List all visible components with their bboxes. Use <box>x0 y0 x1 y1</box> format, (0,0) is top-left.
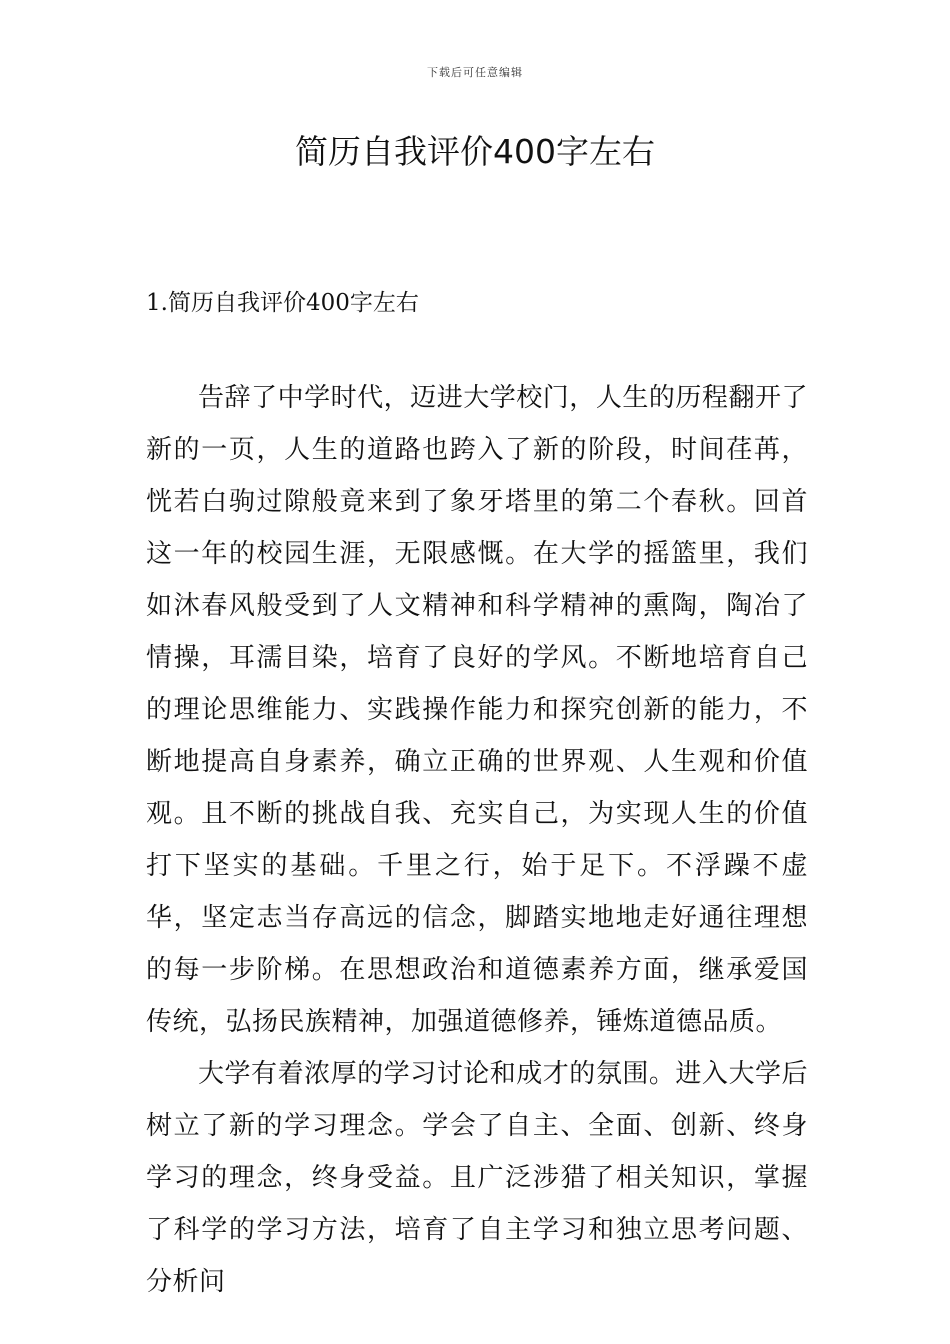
paragraph-2: 大学有着浓厚的学习讨论和成才的氛围。进入大学后树立了新的学习理念。学会了自主、全面、创新、终身学习的理念，终身受益。且广泛涉猎了相关知识，掌握了科学的学习方法，培育了自主学习和独立思考问题、分析问 <box>146 1059 808 1297</box>
section-heading: 1.简历自我评价400字左右 <box>146 290 419 316</box>
header-note: 下载后可任意编辑 <box>427 66 523 79</box>
document-title: 简历自我评价400字左右 <box>295 132 655 171</box>
paragraph-1: 告辞了中学时代，迈进大学校门，人生的历程翻开了新的一页，人生的道路也跨入了新的阶段，时间荏苒，恍若白驹过隙般竟来到了象牙塔里的第二个春秋。回首这一年的校园生涯，无限感慨。在大学的摇篮里，我们如沐春风般受到了人文精神和科学精神的熏陶，陶冶了情操，耳濡目染，培育了良好的学风。不断地培育自己的理论思维能力、实践操作能力和探究创新的能力，不断地提高自身素养，确立正确的世界观、人生观和价值观。且不断的挑战自我、充实自己，为实现人生的价值打下坚实的基础。千里之行，始于足下。不浮躁不虚华，坚定志当存高远的信念，脚踏实地地走好通往理想的每一步阶梯。在思想政治和道德素养方面，继承爱国传统，弘扬民族精神，加强道德修养，锤炼道德品质。 <box>146 383 808 1037</box>
body-text <box>146 372 808 1308</box>
